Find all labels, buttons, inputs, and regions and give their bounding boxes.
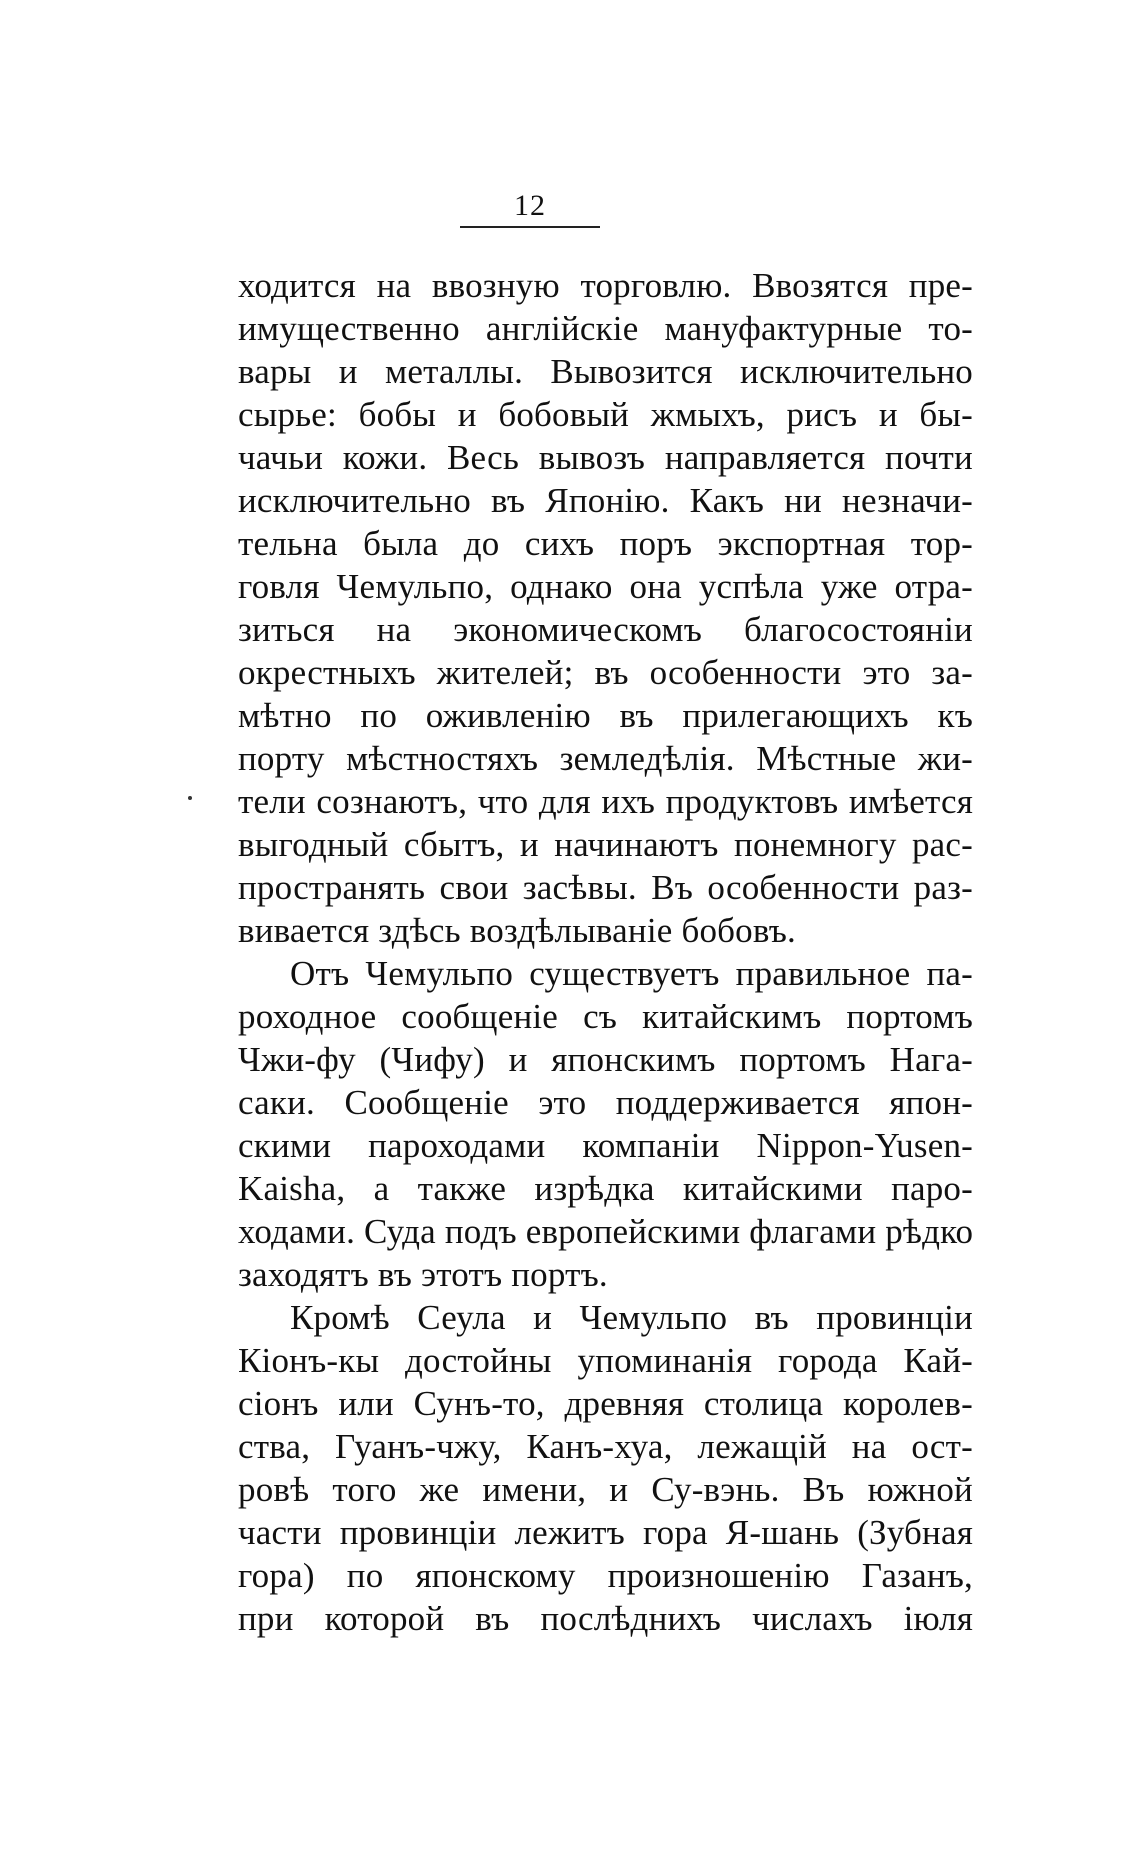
text-line: ства, Гуанъ-чжу, Канъ-хуа, лежащій на ост- — [238, 1427, 973, 1466]
text-line: ровѣ того же имени, и Су-вэнь. Въ южной — [238, 1470, 973, 1509]
text-line: тельна была до сихъ поръ экспортная тор- — [238, 524, 973, 563]
text-line: гора) по японскому произношенію Газанъ, — [238, 1556, 973, 1595]
text-line: Kaisha, а также изрѣдка китайскими паро- — [238, 1169, 973, 1208]
text-line: выгодный сбытъ, и начинаютъ понемногу рас- — [238, 825, 973, 864]
text-line: Отъ Чемульпо существуетъ правильное па- — [290, 954, 973, 993]
text-line: Чжи-фу (Чифу) и японскимъ портомъ Нага- — [238, 1040, 973, 1079]
text-line: окрестныхъ жителей; въ особенности это за- — [238, 653, 973, 692]
text-line: имущественно англійскіе мануфактурные то- — [238, 309, 973, 348]
body-text — [238, 264, 973, 1640]
stray-ink-mark — [188, 796, 192, 800]
text-line: части провинціи лежитъ гора Я-шань (Зубная — [238, 1513, 973, 1552]
text-line: вары и металлы. Вывозится исключительно — [238, 352, 973, 391]
page-header — [460, 188, 600, 228]
text-line: сіонъ или Сунъ-то, древняя столица королев- — [238, 1384, 973, 1423]
text-line: чачьи кожи. Весь вывозъ направляется почти — [238, 438, 973, 477]
text-line: Кіонъ-кы достойны упоминанія города Кай- — [238, 1341, 973, 1380]
text-line: Кромѣ Сеула и Чемульпо въ провинціи — [290, 1298, 973, 1337]
text-line: тели сознаютъ, что для ихъ продуктовъ имѣется — [238, 782, 973, 821]
text-line: мѣтно по оживленію въ прилегающихъ къ — [238, 696, 973, 735]
text-line: скими пароходами компаніи Nippon-Yusen- — [238, 1126, 973, 1165]
text-line: заходятъ въ этотъ портъ. — [238, 1255, 608, 1294]
text-line: зиться на экономическомъ благосостояніи — [238, 610, 973, 649]
text-line: ходами. Суда подъ европейскими флагами рѣдко — [238, 1212, 974, 1251]
text-line: вивается здѣсь воздѣлываніе бобовъ. — [238, 911, 796, 950]
text-line: говля Чемульпо, однако она успѣла уже отра- — [238, 567, 973, 606]
page-number: 12 — [514, 189, 546, 222]
paragraph-2 — [238, 952, 973, 1296]
text-line: ходится на ввозную торговлю. Ввозятся пре- — [238, 266, 973, 305]
text-line: пространять свои засѣвы. Въ особенности раз- — [238, 868, 973, 907]
text-line: порту мѣстностяхъ земледѣлія. Мѣстные жи- — [238, 739, 973, 778]
paragraph-3 — [238, 1296, 973, 1640]
text-line: саки. Сообщеніе это поддерживается япон- — [238, 1083, 973, 1122]
page-number-rule — [460, 226, 600, 228]
text-line: исключительно въ Японію. Какъ ни незначи- — [238, 481, 973, 520]
paragraph-1 — [238, 264, 973, 952]
text-line: при которой въ послѣднихъ числахъ іюля — [238, 1599, 973, 1638]
text-line: сырье: бобы и бобовый жмыхъ, рисъ и бы- — [238, 395, 973, 434]
text-line: роходное сообщеніе съ китайскимъ портомъ — [238, 997, 973, 1036]
